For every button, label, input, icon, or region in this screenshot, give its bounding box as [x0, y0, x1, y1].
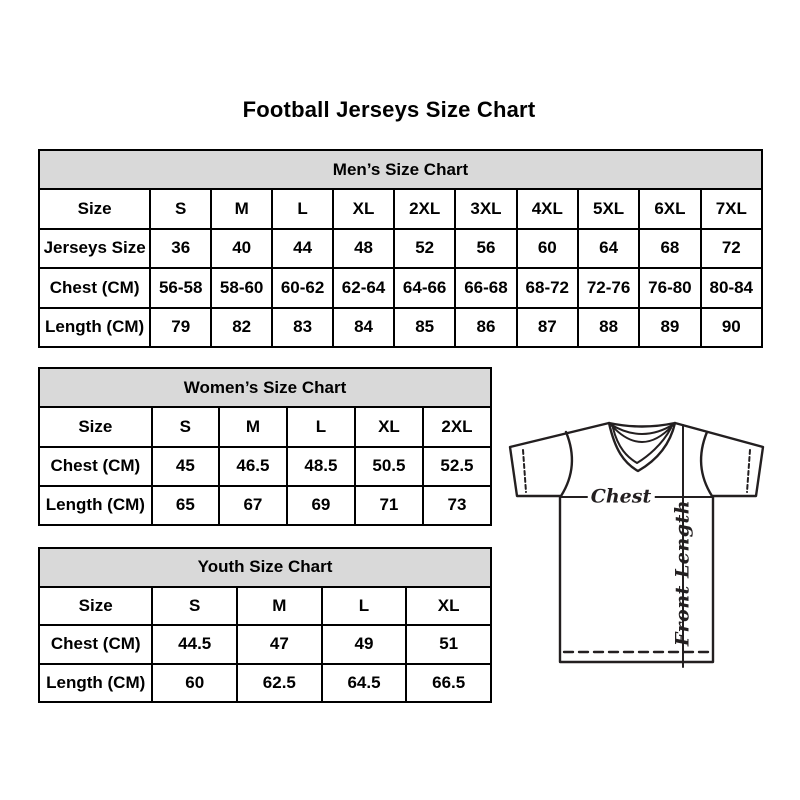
table-cell: 60	[517, 229, 578, 268]
table-cell: 87	[517, 308, 578, 347]
table-cell: L	[322, 587, 407, 626]
page-title: Football Jerseys Size Chart	[242, 97, 536, 122]
table-cell: 76-80	[639, 268, 700, 307]
table-cell: 82	[211, 308, 272, 347]
collar-outer-v	[609, 423, 675, 471]
table-cell: 83	[272, 308, 333, 347]
table-cell: 84	[333, 308, 394, 347]
table-cell: 79	[150, 308, 211, 347]
table-cell: 64.5	[322, 664, 407, 703]
table-cell: 6XL	[639, 189, 700, 228]
jersey-outline	[510, 423, 763, 662]
table-cell: S	[150, 189, 211, 228]
row-label: Jerseys Size	[39, 229, 150, 268]
table-cell: 68-72	[517, 268, 578, 307]
table-cell: 67	[219, 486, 287, 525]
table-cell: 46.5	[219, 447, 287, 486]
mens-size-table	[38, 149, 763, 348]
jersey-diagram	[500, 413, 775, 675]
table-cell: 40	[211, 229, 272, 268]
row-label: Length (CM)	[39, 664, 152, 703]
table-cell: 86	[455, 308, 516, 347]
table-cell: XL	[406, 587, 491, 626]
table-cell: 3XL	[455, 189, 516, 228]
row-label: Chest (CM)	[39, 447, 152, 486]
row-label: Chest (CM)	[39, 625, 152, 664]
jersey-outline-drawing	[500, 413, 775, 675]
table-cell: XL	[333, 189, 394, 228]
table-cell: 60	[152, 664, 237, 703]
right-cuff-dashed-line	[747, 450, 750, 492]
table-cell: M	[219, 407, 287, 446]
table-cell: 69	[287, 486, 355, 525]
left-sleeve-seam	[561, 432, 572, 496]
table-cell: 62.5	[237, 664, 322, 703]
womens-size-table	[38, 367, 492, 526]
row-label: Size	[39, 189, 150, 228]
youth-size-table	[38, 547, 492, 703]
table-cell: 52	[394, 229, 455, 268]
table-cell: 56-58	[150, 268, 211, 307]
table-cell: 4XL	[517, 189, 578, 228]
table-cell: 45	[152, 447, 219, 486]
table-cell: 47	[237, 625, 322, 664]
table-cell: 90	[701, 308, 762, 347]
table-cell: 36	[150, 229, 211, 268]
row-label: Length (CM)	[39, 308, 150, 347]
table-cell: 88	[578, 308, 639, 347]
table-cell: 44	[272, 229, 333, 268]
table-cell: S	[152, 587, 237, 626]
table-cell: 73	[423, 486, 491, 525]
table-cell: XL	[355, 407, 423, 446]
table-cell: 62-64	[333, 268, 394, 307]
table-cell: 64-66	[394, 268, 455, 307]
table-cell: 50.5	[355, 447, 423, 486]
table-cell: 66.5	[406, 664, 491, 703]
table-cell: 60-62	[272, 268, 333, 307]
table-cell: 48.5	[287, 447, 355, 486]
table-cell: L	[272, 189, 333, 228]
table-cell: 56	[455, 229, 516, 268]
table-title: Youth Size Chart	[39, 548, 491, 587]
table-cell: 2XL	[423, 407, 491, 446]
table-cell: 44.5	[152, 625, 237, 664]
table-cell: 48	[333, 229, 394, 268]
row-label: Chest (CM)	[39, 268, 150, 307]
front-length-measurement-label: Front Length	[671, 499, 694, 647]
table-cell: 85	[394, 308, 455, 347]
table-cell: 65	[152, 486, 219, 525]
table-cell: 72	[701, 229, 762, 268]
left-cuff-dashed-line	[523, 450, 526, 492]
row-label: Length (CM)	[39, 486, 152, 525]
table-cell: 49	[322, 625, 407, 664]
chest-measurement-label: Chest	[588, 488, 655, 507]
table-title: Women’s Size Chart	[39, 368, 491, 407]
table-cell: 52.5	[423, 447, 491, 486]
table-cell: 2XL	[394, 189, 455, 228]
table-cell: 68	[639, 229, 700, 268]
table-cell: M	[237, 587, 322, 626]
table-cell: 64	[578, 229, 639, 268]
table-cell: 89	[639, 308, 700, 347]
table-title: Men’s Size Chart	[39, 150, 762, 189]
row-label: Size	[39, 407, 152, 446]
table-cell: 72-76	[578, 268, 639, 307]
table-cell: 66-68	[455, 268, 516, 307]
table-cell: S	[152, 407, 219, 446]
table-cell: 58-60	[211, 268, 272, 307]
table-cell: 80-84	[701, 268, 762, 307]
row-label: Size	[39, 587, 152, 626]
table-cell: M	[211, 189, 272, 228]
right-sleeve-seam	[701, 432, 712, 496]
table-cell: 7XL	[701, 189, 762, 228]
table-cell: L	[287, 407, 355, 446]
table-cell: 5XL	[578, 189, 639, 228]
table-cell: 71	[355, 486, 423, 525]
table-cell: 51	[406, 625, 491, 664]
